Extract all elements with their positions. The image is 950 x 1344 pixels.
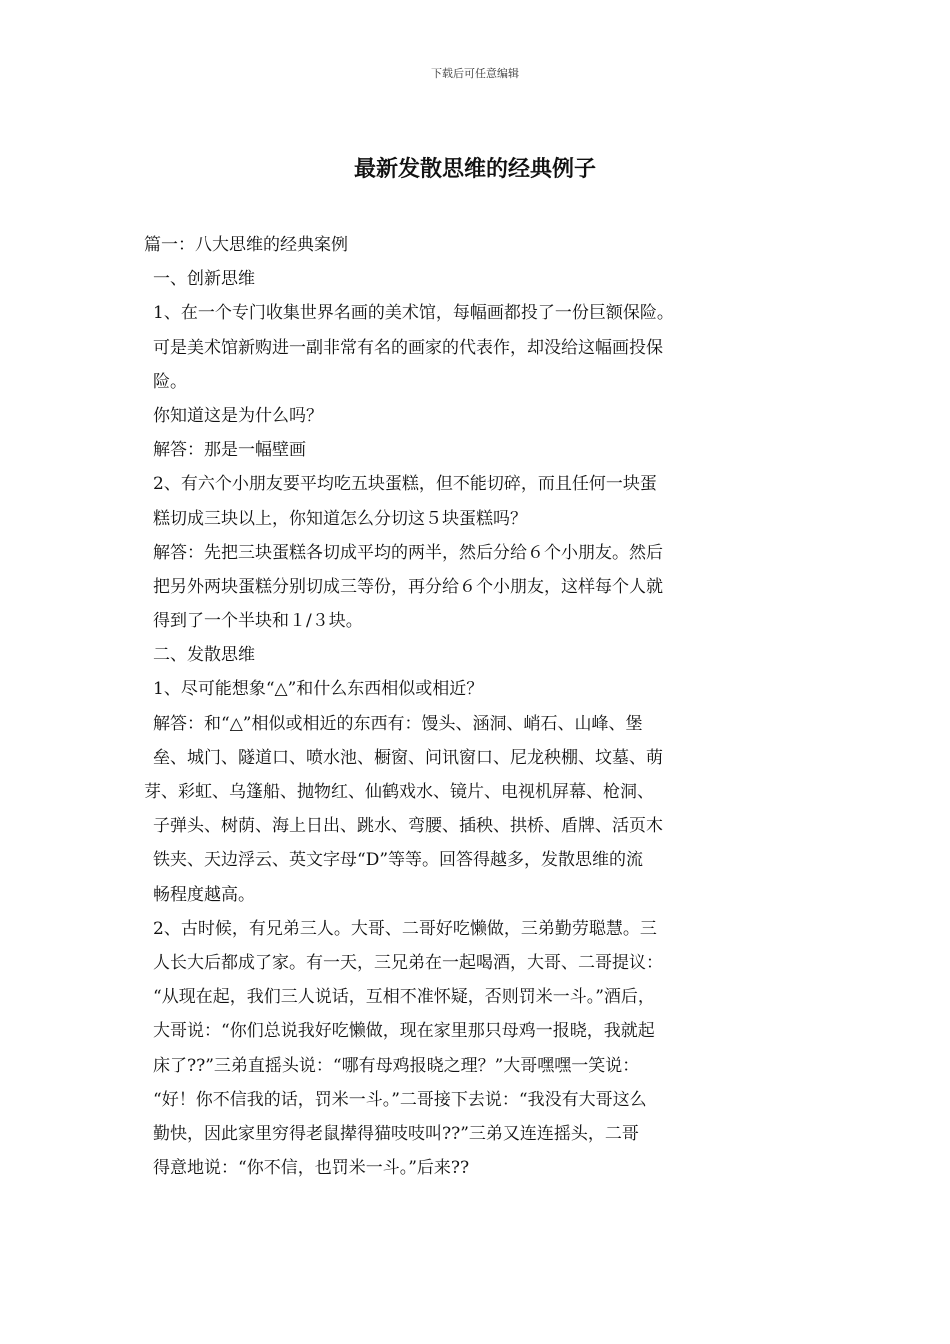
paragraph-line: 1、在一个专门收集世界名画的美术馆，每幅画都投了一份巨额保险。 <box>153 303 674 324</box>
paragraph-line: 垒、城门、隧道口、喷水池、橱窗、问讯窗口、尼龙秧棚、坟墓、萌 <box>153 747 663 768</box>
paragraph-line: 大哥说：“你们总说我好吃懒做，现在家里那只母鸡一报晓，我就起 <box>153 1021 655 1042</box>
document-title: 最新发散思维的经典例子 <box>353 156 596 182</box>
paragraph-line: 得到了一个半块和１/３块。 <box>153 611 363 632</box>
paragraph-line: 把另外两块蛋糕分别切成三等份，再分给６个小朋友，这样每个人就 <box>153 576 663 597</box>
paragraph-line: 可是美术馆新购进一副非常有名的画家的代表作，却没给这幅画投保 <box>153 337 663 358</box>
paragraph-line: 勤快，因此家里穷得老鼠撵得猫吱吱叫??”三弟又连连摇头，二哥 <box>153 1123 639 1144</box>
paragraph-line: 2、有六个小朋友要平均吃五块蛋糕，但不能切碎，而且任何一块蛋 <box>153 474 657 495</box>
paragraph-line: 险。 <box>153 371 187 392</box>
paragraph-line: 畅程度越高。 <box>153 884 255 905</box>
paragraph-line: 一、创新思维 <box>153 269 255 290</box>
paragraph-line: 人长大后都成了家。有一天，三兄弟在一起喝酒，大哥、二哥提议： <box>153 952 663 973</box>
paragraph-line: 1、尽可能想象“△”和什么东西相似或相近？ <box>153 679 484 700</box>
paragraph-line: 解答：先把三块蛋糕各切成平均的两半，然后分给６个小朋友。然后 <box>153 542 663 563</box>
paragraph-line: 篇一：八大思维的经典案例 <box>144 235 348 255</box>
document-body <box>144 228 784 1185</box>
page-header: 下载后可任意编辑 <box>431 67 519 80</box>
paragraph-line: 你知道这是为什么吗？ <box>153 405 323 426</box>
paragraph-line: 得意地说：“你不信，也罚米一斗。”后来?? <box>153 1158 470 1179</box>
paragraph-line: 芽、彩虹、乌篷船、抛物红、仙鹤戏水、镜片、电视机屏幕、枪洞、 <box>144 782 654 802</box>
paragraph-line: “好！你不信我的话，罚米一斗。”二哥接下去说：“我没有大哥这么 <box>153 1089 647 1110</box>
paragraph-line: 解答：那是一幅壁画 <box>153 440 306 461</box>
paragraph-line: 解答：和“△”相似或相近的东西有：馒头、涵洞、峭石、山峰、堡 <box>153 713 643 734</box>
paragraph-line: 床了??”三弟直摇头说：“哪有母鸡报晓之理？”大哥嘿嘿一笑说： <box>153 1055 640 1076</box>
paragraph-line: 铁夹、天边浮云、英文字母“D”等等。回答得越多，发散思维的流 <box>153 850 644 871</box>
paragraph-line: “从现在起，我们三人说话，互相不准怀疑，否则罚米一斗。”酒后， <box>153 987 655 1008</box>
paragraph-line: 糕切成三块以上，你知道怎么分切这５块蛋糕吗？ <box>153 508 527 529</box>
paragraph-line: 二、发散思维 <box>153 645 255 666</box>
paragraph-line: 2、古时候，有兄弟三人。大哥、二哥好吃懒做，三弟勤劳聪慧。三 <box>153 918 657 939</box>
paragraph-line: 子弹头、树荫、海上日出、跳水、弯腰、插秧、拱桥、盾牌、活页木 <box>153 816 663 837</box>
